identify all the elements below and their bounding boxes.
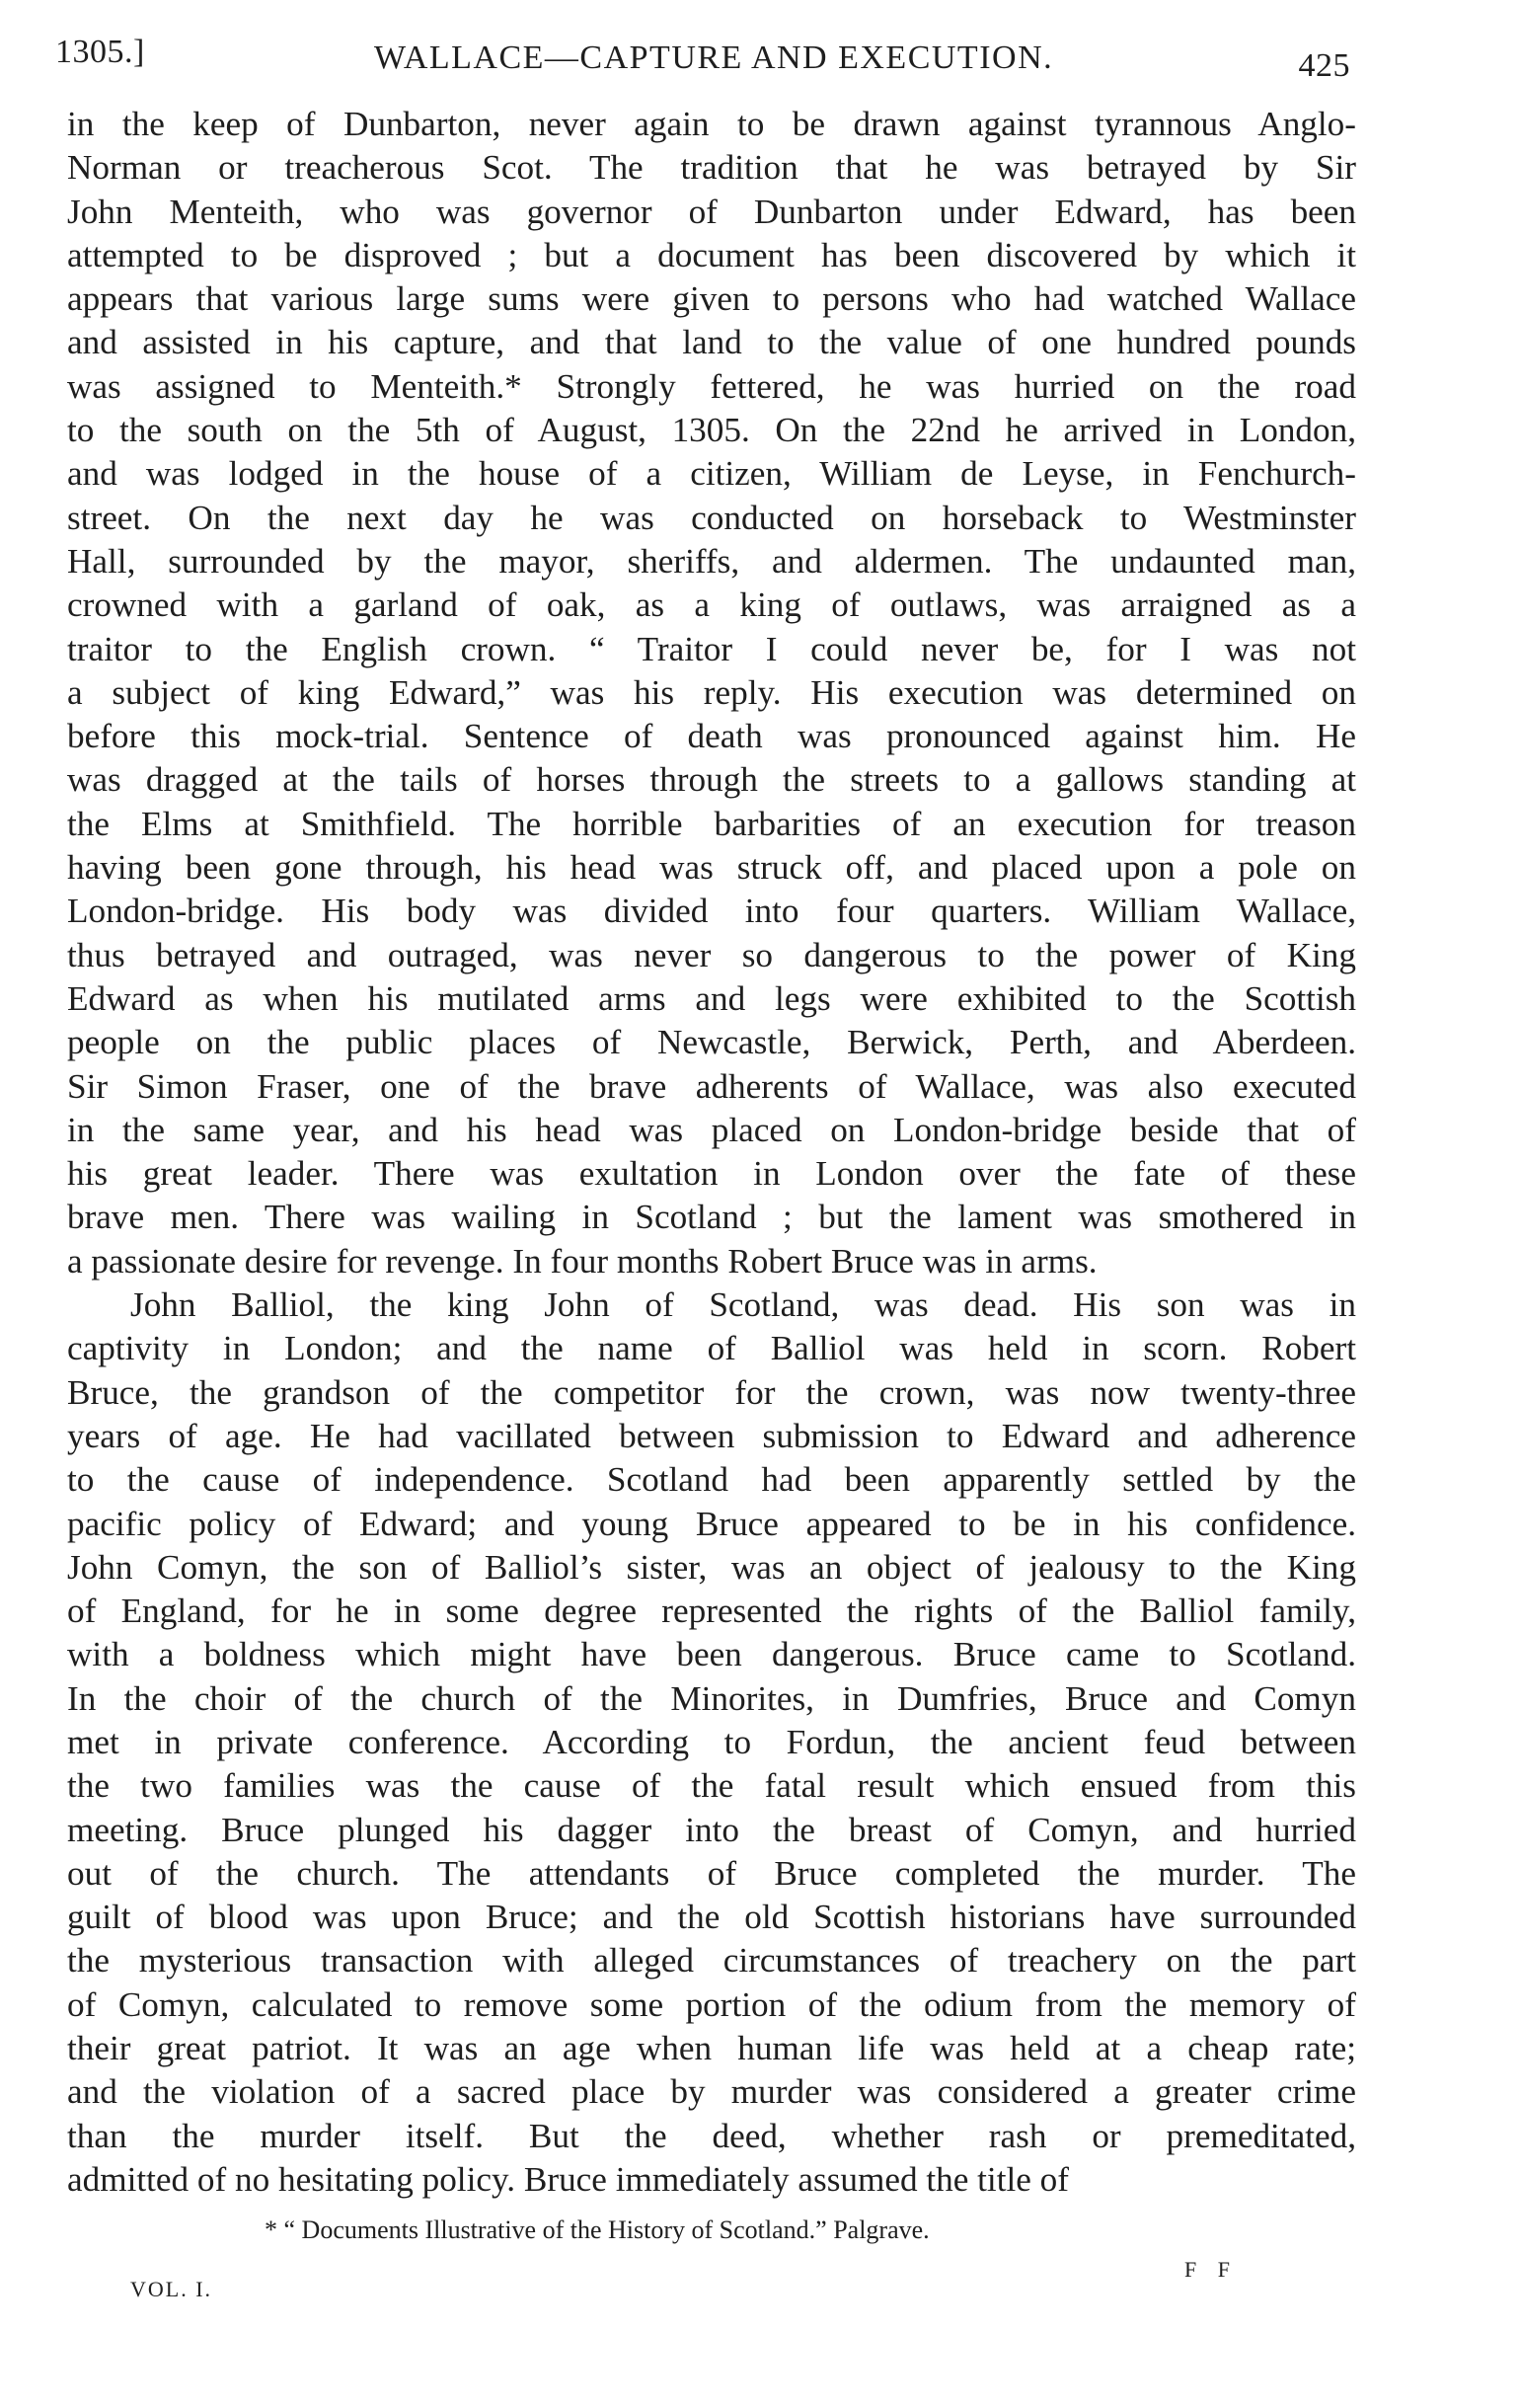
text-line: years of age. He had vacillated between submission to Edward and adherence <box>67 1416 1356 1455</box>
text-line: and assisted in his capture, and that land to the value of one hundred pounds <box>67 323 1356 362</box>
text-line: London-bridge. His body was divided into four quarters. William Wallace, <box>67 892 1356 931</box>
text-line: his great leader. There was exultation in London over the fate of these <box>67 1154 1356 1194</box>
text-line: to the south on the 5th of August, 1305. On the 22nd he arrived in London, <box>67 411 1356 450</box>
text-line: the two families was the cause of the fatal result which ensued from this <box>67 1766 1356 1806</box>
page-number: 425 <box>1298 47 1350 84</box>
text-line: brave men. There was wailing in Scotland ; but the lament was smothered in <box>67 1198 1356 1237</box>
text-line: thus betrayed and outraged, was never so dangerous to the power of King <box>67 935 1356 974</box>
text-line: captivity in London; and the name of Balliol was held in scorn. Robert <box>67 1329 1356 1368</box>
text-line: and was lodged in the house of a citizen, William de Leyse, in Fenchurch- <box>67 454 1356 494</box>
text-line: to the cause of independence. Scotland had been apparently settled by the <box>67 1460 1356 1500</box>
text-line: pacific policy of Edward; and young Bruce appeared to be in his confidence. <box>67 1504 1356 1543</box>
text-line: crowned with a garland of oak, as a king of outlaws, was arraigned as a <box>67 585 1356 625</box>
text-line: than the murder itself. But the deed, whether rash or premeditated, <box>67 2116 1356 2155</box>
text-line: John Balliol, the king John of Scotland, was dead. His son was in <box>130 1285 1356 1325</box>
text-line: Bruce, the grandson of the competitor for the crown, was now twenty-three <box>67 1372 1356 1412</box>
text-line: admitted of no hesitating policy. Bruce immediately assumed the title of <box>67 2159 1069 2199</box>
text-line: Sir Simon Fraser, one of the brave adherents of Wallace, was also executed <box>67 1066 1356 1106</box>
text-line: street. On the next day he was conducted on horseback to Westminster <box>67 498 1356 537</box>
header-year: 1305.] <box>55 34 145 70</box>
text-line: meeting. Bruce plunged his dagger into the breast of Comyn, and hurried <box>67 1810 1356 1849</box>
text-line: John Comyn, the son of Balliol’s sister, was an object of jealousy to the King <box>67 1547 1356 1587</box>
text-line: attempted to be disproved ; but a document has been discovered by which it <box>67 235 1356 274</box>
text-line: the Elms at Smithfield. The horrible barbarities of an execution for treason <box>67 804 1356 843</box>
text-line: a subject of king Edward,” was his reply. His execution was determined on <box>67 672 1356 712</box>
text-line: met in private conference. According to Fordun, the ancient feud between <box>67 1722 1356 1761</box>
text-line: in the keep of Dunbarton, never again to be drawn against tyrannous Anglo- <box>67 105 1356 143</box>
text-line: and the violation of a sacred place by murder was considered a greater crime <box>67 2072 1356 2112</box>
text-line: with a boldness which might have been dangerous. Bruce came to Scotland. <box>67 1635 1356 1674</box>
text-line: people on the public places of Newcastle, Berwick, Perth, and Aberdeen. <box>67 1023 1356 1062</box>
footnote: * “ Documents Illustrative of the History of Scotland.” Palgrave. <box>265 2215 930 2244</box>
text-line: having been gone through, his head was struck off, and placed upon a pole on <box>67 848 1356 888</box>
text-line: the mysterious transaction with alleged circumstances of treachery on the part <box>67 1941 1356 1981</box>
text-line: traitor to the English crown. “ Traitor I could never be, for I was not <box>67 629 1356 668</box>
text-line: was dragged at the tails of horses through the streets to a gallows standing at <box>67 760 1356 800</box>
text-line: Edward as when his mutilated arms and legs were exhibited to the Scottish <box>67 978 1356 1018</box>
running-head <box>55 28 1350 84</box>
header-title: WALLACE—CAPTURE AND EXECUTION. <box>374 39 1054 76</box>
text-line: of Comyn, calculated to remove some portion of the odium from the memory of <box>67 1984 1356 2024</box>
volume-mark: VOL. I. <box>130 2277 213 2301</box>
text-line: their great patriot. It was an age when human life was held at a cheap rate; <box>67 2029 1356 2068</box>
text-line: was assigned to Menteith.* Strongly fettered, he was hurried on the road <box>67 366 1356 406</box>
text-line: John Menteith, who was governor of Dunbarton under Edward, has been <box>67 192 1356 231</box>
text-line: a passionate desire for revenge. In four months Robert Bruce was in arms. <box>67 1241 1098 1281</box>
text-line: before this mock-trial. Sentence of death was pronounced against him. He <box>67 717 1356 756</box>
text-line: in the same year, and his head was placed on London-bridge beside that of <box>67 1110 1356 1149</box>
signature-mark: F F <box>1184 2257 1238 2282</box>
text-line: out of the church. The attendants of Bruce completed the murder. The <box>67 1853 1356 1893</box>
text-line: Norman or treacherous Scot. The tradition that he was betrayed by Sir <box>67 148 1356 188</box>
text-line: appears that various large sums were given to persons who had watched Wallace <box>67 279 1356 319</box>
body-text <box>67 103 1356 2202</box>
text-line: Hall, surrounded by the mayor, sheriffs, and aldermen. The undaunted man, <box>67 541 1356 581</box>
text-line: In the choir of the church of the Minorites, in Dumfries, Bruce and Comyn <box>67 1678 1356 1718</box>
text-line: of England, for he in some degree represented the rights of the Balliol family, <box>67 1592 1356 1631</box>
text-line: guilt of blood was upon Bruce; and the old Scottish historians have surrounded <box>67 1898 1356 1937</box>
